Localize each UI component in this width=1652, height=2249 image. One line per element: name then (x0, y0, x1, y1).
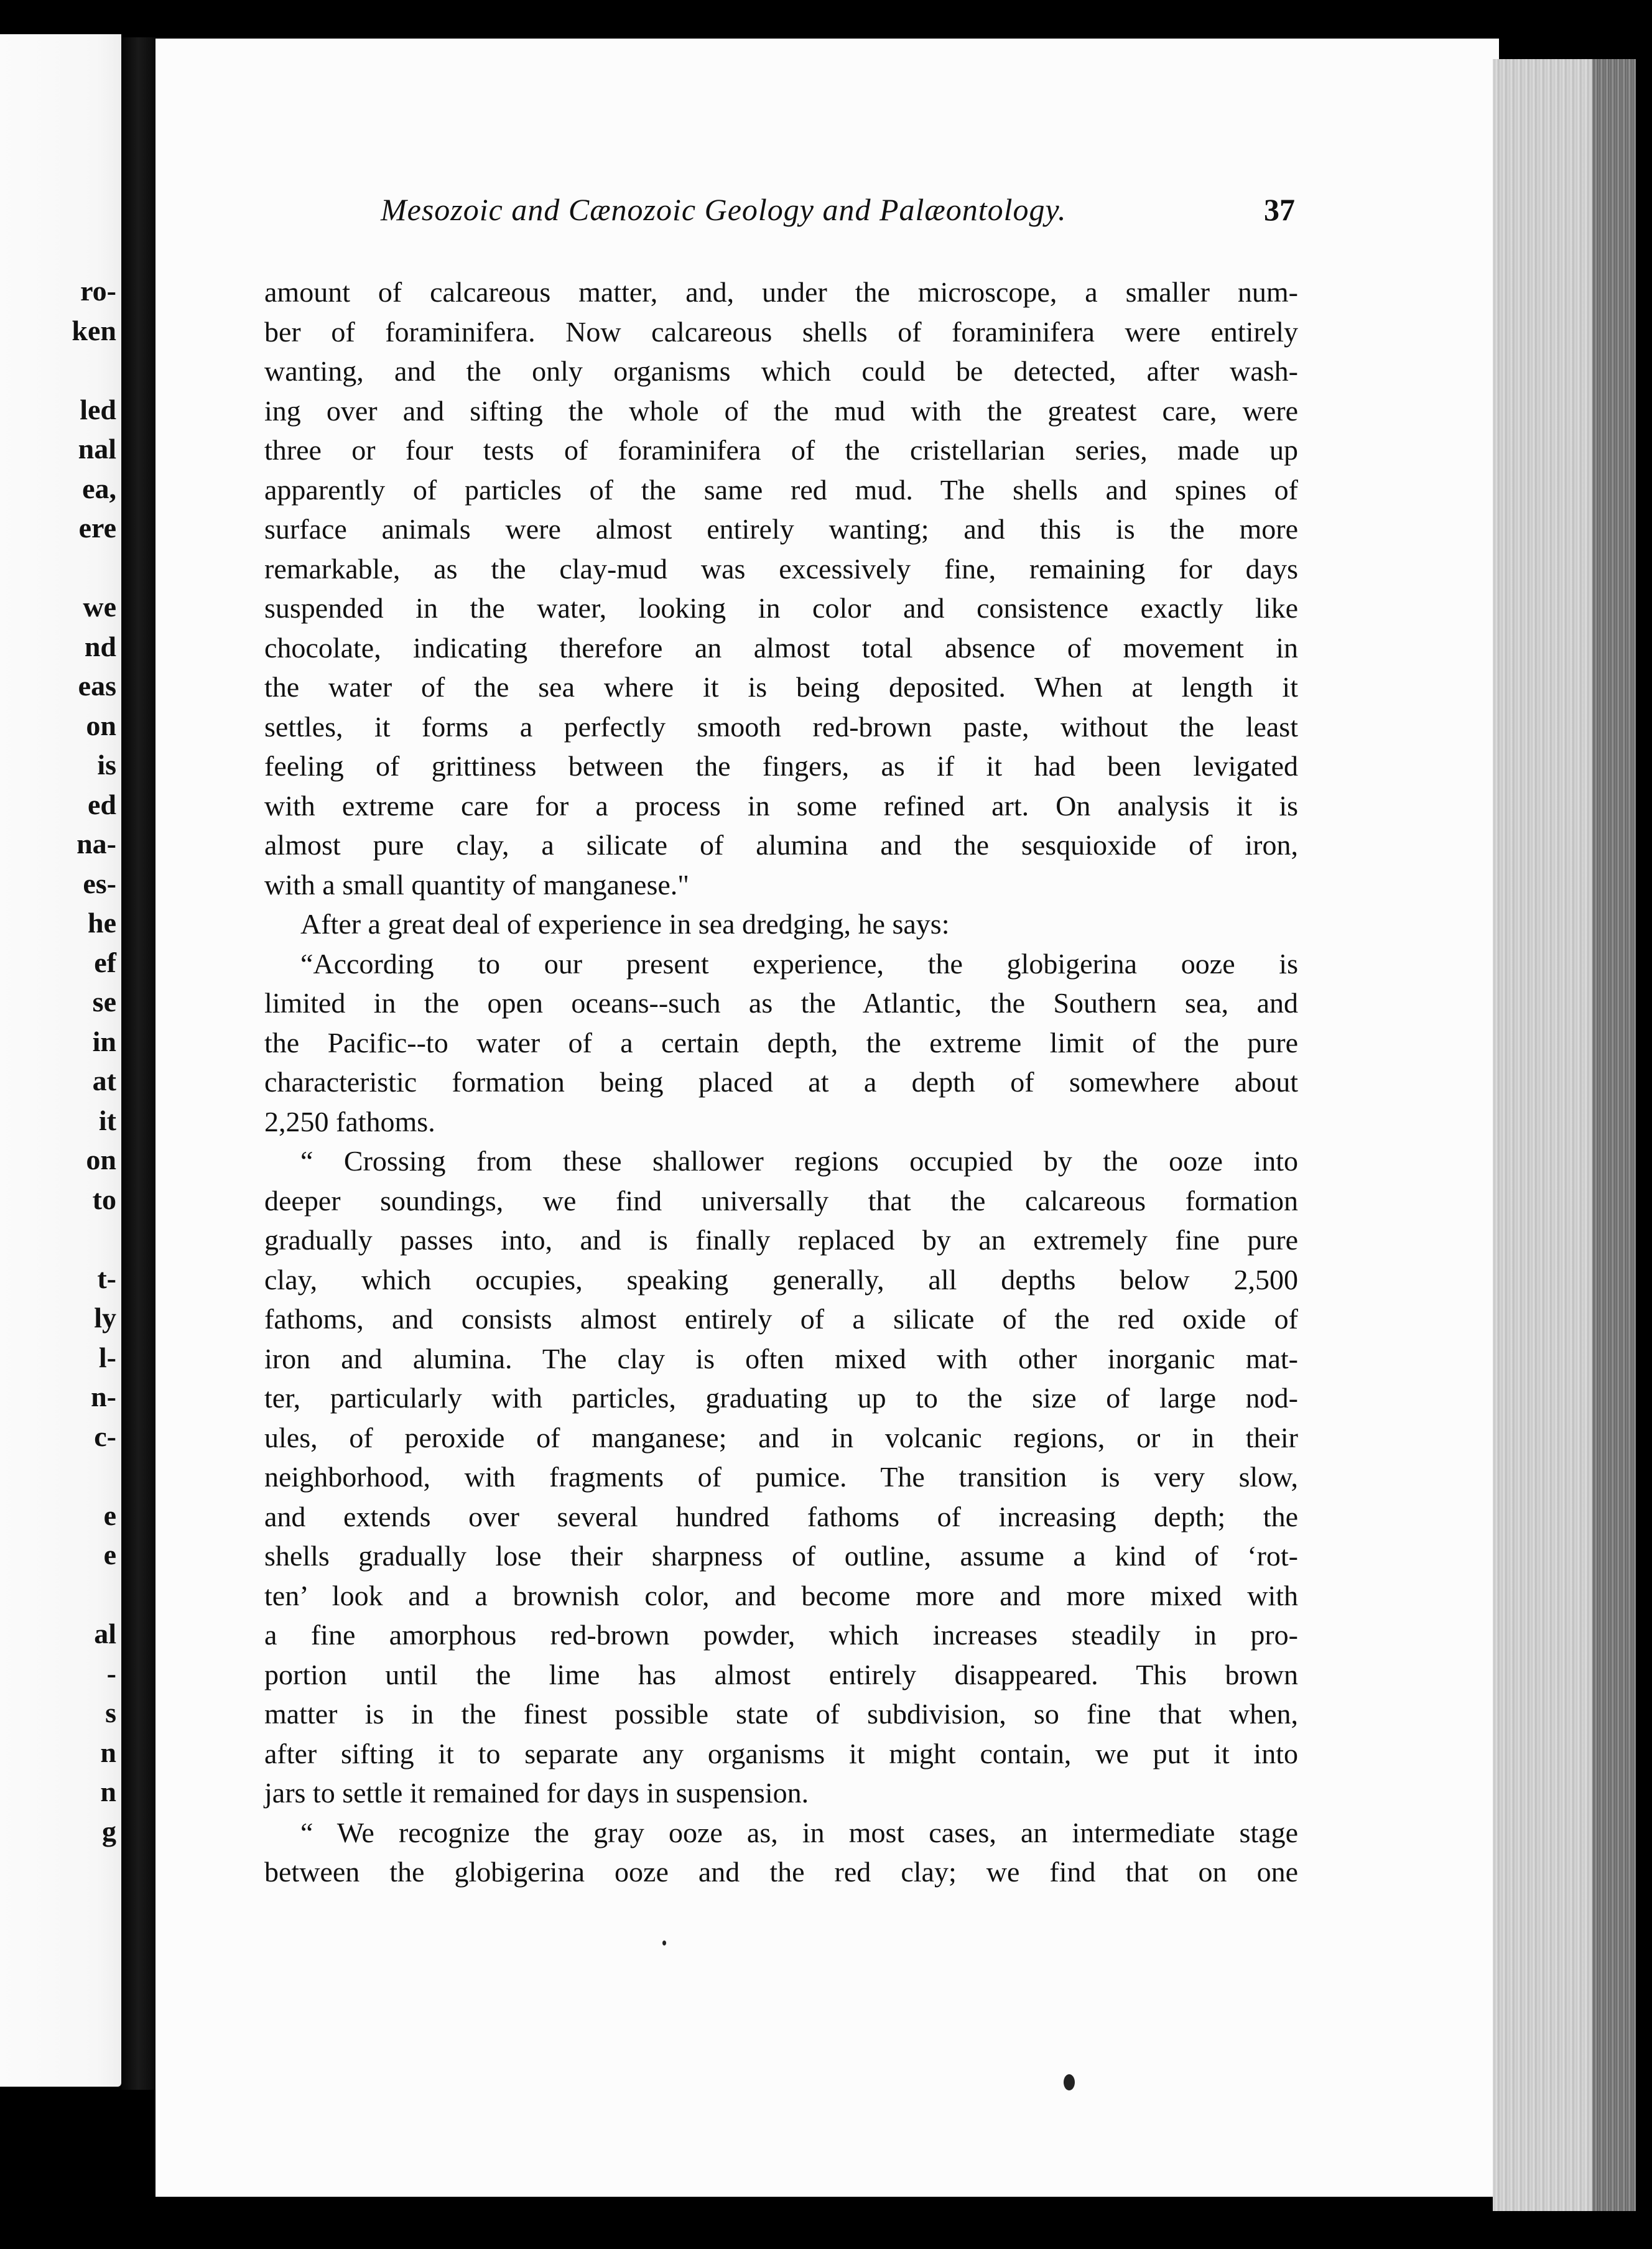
ink-speck (662, 1941, 666, 1945)
page-number: 37 (1264, 192, 1295, 227)
running-head-title: Mesozoic and Cænozoic Geology and Palæontology. (381, 192, 1067, 227)
facing-page-fragment: led (80, 393, 116, 425)
facing-page-fragment: l- (98, 1341, 116, 1373)
facing-page-fragment: al (94, 1618, 116, 1649)
facing-page-fragment: it (98, 1104, 116, 1136)
page-block-edges (1493, 59, 1636, 2211)
facing-page-fragment: c- (94, 1420, 116, 1452)
text-line: deeper soundings, we find universally that the calcareous formation (264, 1184, 1298, 1217)
facing-page-fragment: nal (78, 433, 116, 465)
text-line: clay, which occupies, speaking generally, all depths below 2,500 (264, 1263, 1298, 1296)
text-line: “According to our present experience, the globigerina ooze is (300, 947, 1298, 980)
text-line: wanting, and the only organisms which could be detected, after wash- (264, 355, 1298, 387)
facing-page-fragment: s (105, 1697, 116, 1728)
facing-page-fragment: to (92, 1183, 116, 1215)
text-line: between the globigerina ooze and the red clay; we find that on one (264, 1856, 1298, 1888)
text-line: feeling of grittiness between the fingers, as if it had been levigated (264, 750, 1298, 782)
text-line: the water of the sea where it is being deposited. When at length it (264, 671, 1298, 703)
text-line: shells gradually lose their sharpness of outline, assume a kind of ‘rot- (264, 1540, 1298, 1572)
text-line: matter is in the finest possible state of subdivision, so fine that when, (264, 1698, 1298, 1730)
text-line: jars to settle it remained for days in suspension. (264, 1777, 809, 1809)
text-line: remarkable, as the clay-mud was excessively fine, remaining for days (264, 552, 1298, 585)
facing-page-fragment: n (100, 1776, 116, 1807)
facing-page-fragment: t- (97, 1262, 116, 1294)
facing-page-fragment: ro- (80, 275, 116, 307)
facing-page-fragment: eas (78, 670, 116, 702)
book-gutter (121, 37, 155, 2090)
text-line: and extends over several hundred fathoms of increasing depth; the (264, 1500, 1298, 1533)
facing-page-fragment: n- (91, 1381, 116, 1412)
text-line: ten’ look and a brownish color, and become more and more mixed with (264, 1579, 1298, 1611)
text-line: apparently of particles of the same red mud. The shells and spines of (264, 473, 1298, 506)
facing-page-fragment: on (86, 709, 116, 741)
text-line: with a small quantity of manganese." (264, 868, 690, 901)
facing-page-fragment: we (83, 591, 116, 623)
text-line: after sifting it to separate any organisms it might contain, we put it into (264, 1737, 1298, 1769)
text-line: portion until the lime has almost entirely disappeared. This brown (264, 1658, 1298, 1690)
ink-speck (1064, 2074, 1075, 2090)
facing-page-fragment: na- (77, 828, 116, 860)
facing-page-fragment: ed (88, 788, 116, 820)
text-line: characteristic formation being placed at a depth of somewhere about (264, 1066, 1298, 1098)
text-line: 2,250 fathoms. (264, 1105, 435, 1138)
text-line: ter, particularly with particles, graduating up to the size of large nod- (264, 1382, 1298, 1414)
text-line: fathoms, and consists almost entirely of a silicate of the red oxide of (264, 1303, 1298, 1335)
facing-page-fragment: nd (84, 630, 116, 662)
text-line: a fine amorphous red-brown powder, which increases steadily in pro- (264, 1619, 1298, 1651)
text-line: suspended in the water, looking in color and consistence exactly like (264, 592, 1298, 624)
facing-page-fragment: at (92, 1065, 116, 1097)
facing-page-fragment: ly (94, 1302, 116, 1333)
text-line: three or four tests of foraminifera of the cristellarian series, made up (264, 434, 1298, 466)
facing-page-fragment: se (92, 986, 116, 1018)
facing-page-left (0, 34, 121, 2087)
facing-page-fragment: in (92, 1025, 116, 1057)
text-line: ing over and sifting the whole of the mud with the greatest care, were (264, 394, 1298, 427)
text-line: chocolate, indicating therefore an almost total absence of movement in (264, 631, 1298, 664)
text-line: ber of foraminifera. Now calcareous shells of foraminifera were entirely (264, 315, 1298, 348)
text-line: neighborhood, with fragments of pumice. The transition is very slow, (264, 1461, 1298, 1493)
text-line: “ Crossing from these shallower regions occupied by the ooze into (300, 1145, 1298, 1177)
facing-page-fragment: ere (78, 512, 116, 544)
facing-page-fragment: ea, (82, 472, 116, 504)
facing-page-fragment: e (103, 1499, 116, 1531)
text-line: with extreme care for a process in some refined art. On analysis it is (264, 789, 1298, 822)
facing-page-fragment: on (86, 1144, 116, 1176)
facing-page-fragment: - (106, 1657, 116, 1689)
facing-page-fragment: e (103, 1539, 116, 1570)
text-line: limited in the open oceans--such as the Atlantic, the Southern sea, and (264, 987, 1298, 1019)
facing-page-fragment: g (102, 1815, 116, 1847)
facing-page-fragment: is (97, 749, 116, 781)
text-line: After a great deal of experience in sea dredging, he says: (300, 908, 950, 940)
text-line: the Pacific--to water of a certain depth, the extreme limit of the pure (264, 1026, 1298, 1059)
facing-page-fragment: n (100, 1736, 116, 1768)
body-text (264, 272, 1298, 1892)
text-line: iron and alumina. The clay is often mixed with other inorganic mat- (264, 1342, 1298, 1375)
text-line: amount of calcareous matter, and, under the microscope, a smaller num- (264, 276, 1298, 308)
facing-page-fragment: ken (72, 314, 116, 346)
facing-page-fragment: es- (83, 867, 116, 899)
running-head (381, 194, 1295, 225)
text-line: surface animals were almost entirely wanting; and this is the more (264, 513, 1298, 545)
text-line: gradually passes into, and is finally replaced by an extremely fine pure (264, 1224, 1298, 1256)
facing-page-fragment: ef (94, 946, 116, 978)
facing-page-fragment: he (88, 907, 116, 939)
text-line: almost pure clay, a silicate of alumina and the sesquioxide of iron, (264, 829, 1298, 861)
text-line: settles, it forms a perfectly smooth red-brown paste, without the least (264, 710, 1298, 743)
text-line: “ We recognize the gray ooze as, in most cases, an intermediate stage (300, 1816, 1298, 1848)
text-line: ules, of peroxide of manganese; and in volcanic regions, or in their (264, 1421, 1298, 1454)
